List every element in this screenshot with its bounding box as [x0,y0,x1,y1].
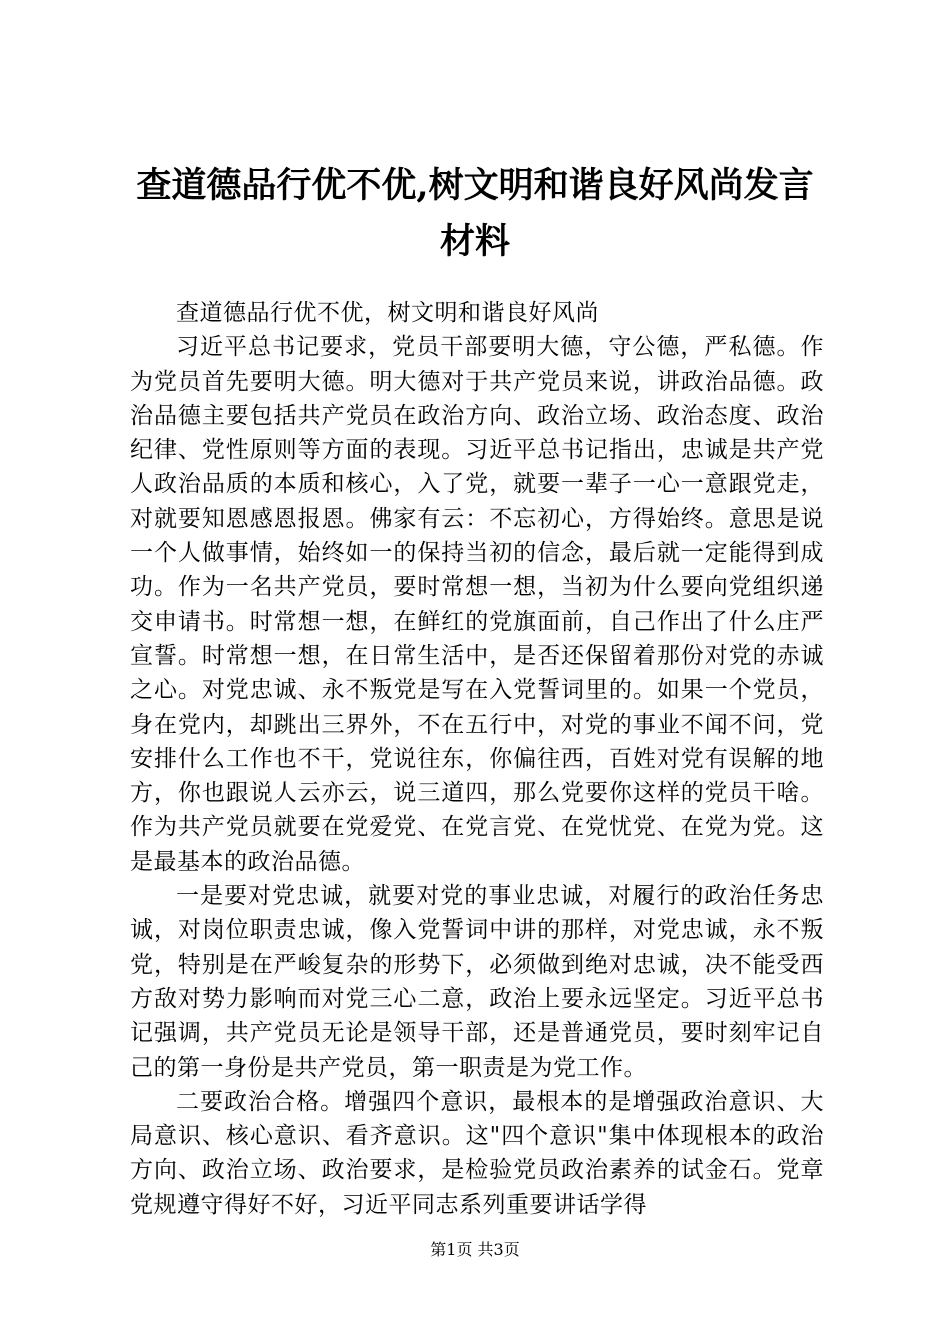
paragraph-1: 习近平总书记要求，党员干部要明大德，守公德，严私德。作为党员首先要明大德。明大德对于共产党员来说，讲政治品德。政治品德主要包括共产党员在政治方向、政治立场、政治态度、政治纪律、党性原则等方面的表现。习近平总书记指出，忠诚是共产党人政治品质的本质和核心，入了党，就要一辈子一心一意跟党走，对就要知恩感恩报恩。佛家有云：不忘初心，方得始终。意思是说一个人做事情，始终如一的保持当初的信念，最后就一定能得到成功。作为一名共产党员，要时常想一想，当初为什么要向党组织递交申请书。时常想一想，在鲜红的党旗面前，自己作出了什么庄严宣誓。时常想一想，在日常生活中，是否还保留着那份对党的赤诚之心。对党忠诚、永不叛党是写在入党誓词里的。如果一个党员，身在党内，却跳出三界外，不在五行中，对党的事业不闻不问，党安排什么工作也不干，党说往东，你偏往西，百姓对党有误解的地方，你也跟说人云亦云，说三道四，那么党要你这样的党员干啥。作为共产党员就要在党爱党、在党言党、在党忧党、在党为党。这是最基本的政治品德。 [130,334,824,875]
paragraph-subtitle: 查道德品行优不优，树文明和谐良好风尚 [176,300,599,326]
paragraph-2: 一是要对党忠诚，就要对党的事业忠诚，对履行的政治任务忠诚，对岗位职责忠诚，像入党誓词中讲的那样，对党忠诚，永不叛党，特别是在严峻复杂的形势下，必须做到绝对忠诚，决不能受西方敌对势力影响而对党三心二意，政治上要永远坚定。习近平总书记强调，共产党员无论是领导干部，还是普通党员，要时刻牢记自己的第一身份是共产党员，第一职责是为党工作。 [130,883,824,1081]
paragraph-3: 二要政治合格。增强四个意识，最根本的是增强政治意识、大局意识、核心意识、看齐意识。这"四个意识"集中体现根本的政治方向、政治立场、政治要求，是检验党员政治素养的试金石。党章党规遵守得好不好，习近平同志系列重要讲话学得 [130,1088,824,1218]
document-title-line-1: 查道德品行优不优,树文明和谐良好风尚发言 [136,165,814,206]
document-body [130,296,824,1222]
document-title-line-2: 材料 [439,221,510,262]
page-number-footer: 第1页 共3页 [430,1240,520,1259]
